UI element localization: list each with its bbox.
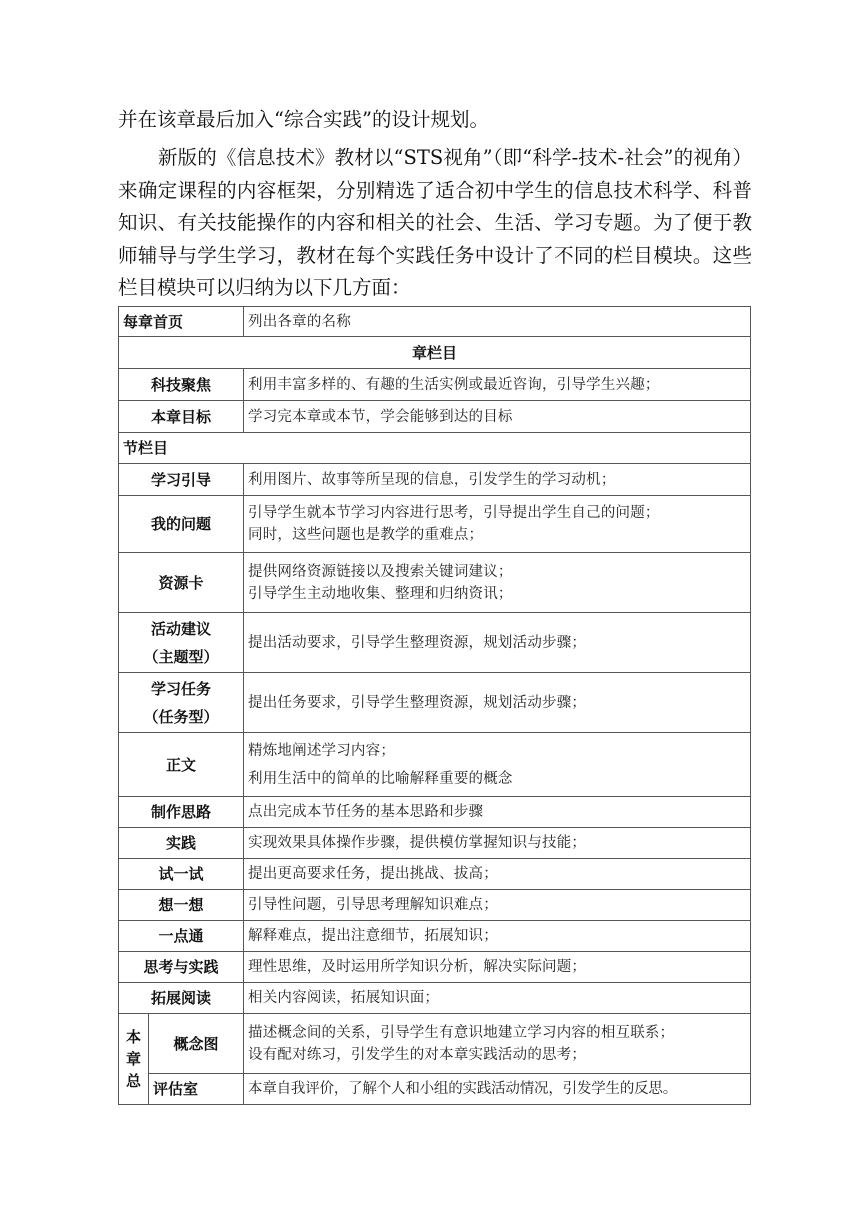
- row-label: 思考与实践: [119, 952, 244, 983]
- row-desc: 点出完成本节任务的基本思路和步骤: [244, 797, 751, 828]
- row-desc: 提出活动要求，引导学生整理资源，规划活动步骤；: [244, 613, 751, 673]
- row-label: 试一试: [119, 859, 244, 890]
- row-desc: 列出各章的名称: [244, 307, 751, 337]
- row-desc-line: 精炼地阐述学习内容；: [248, 742, 396, 759]
- table-row: [119, 859, 751, 890]
- row-label: 学习引导: [119, 464, 244, 496]
- intro-line: 并在该章最后加入“综合实践”的设计规划。: [118, 108, 489, 131]
- row-label: 概念图: [149, 1014, 244, 1074]
- row-desc: 提出任务要求，引导学生整理资源，规划活动步骤；: [244, 673, 751, 733]
- row-label-line: 活动建议: [151, 619, 212, 638]
- table-row: [119, 307, 751, 337]
- row-desc-line: 引导学生就本节学习内容进行思考，引导提出学生自己的问题；: [248, 505, 660, 521]
- table-row: [119, 952, 751, 983]
- row-label: 制作思路: [119, 797, 244, 828]
- row-desc: 本章自我评价，了解个人和小组的实践活动情况，引发学生的反思。: [244, 1074, 751, 1105]
- row-desc: [244, 496, 751, 553]
- row-label: 资源卡: [119, 553, 244, 613]
- section-header: 节栏目: [119, 433, 751, 464]
- column-module-table: [118, 306, 751, 1105]
- row-desc: 学习完本章或本节，学会能够到达的目标: [244, 401, 751, 433]
- row-label: 科技聚焦: [119, 369, 244, 401]
- row-desc: 实现效果具体操作步骤，提供模仿掌握知识与技能；: [244, 828, 751, 859]
- vertical-char: 章: [125, 1050, 141, 1068]
- row-desc-line: 引导学生主动地收集、整理和归纳资讯；: [248, 585, 513, 602]
- row-label: 我的问题: [119, 496, 244, 553]
- table-row: [119, 369, 751, 401]
- row-label: [119, 613, 244, 673]
- row-label: 评估室: [149, 1074, 244, 1105]
- row-label: [119, 673, 244, 733]
- table-row: [119, 496, 751, 553]
- row-label: 想一想: [119, 890, 244, 921]
- chapter-summary-label: [119, 1014, 149, 1105]
- row-desc: [244, 1014, 751, 1074]
- table-row: [119, 464, 751, 496]
- table-row: [119, 983, 751, 1014]
- row-label: 一点通: [119, 921, 244, 952]
- row-desc-line: 提供网络资源链接以及搜索关键词建议；: [248, 563, 513, 580]
- table-row: [119, 613, 751, 673]
- row-desc: 相关内容阅读，拓展知识面；: [244, 983, 751, 1014]
- row-desc: [244, 733, 751, 797]
- table-row: [119, 1074, 751, 1105]
- row-desc: 引导性问题，引导思考理解知识难点；: [244, 890, 751, 921]
- row-label-line: （主题型）: [143, 647, 219, 666]
- row-desc: 提出更高要求任务，提出挑战、拔高；: [244, 859, 751, 890]
- row-label: 拓展阅读: [119, 983, 244, 1014]
- table-row: [119, 797, 751, 828]
- row-desc-line: 同时，这些问题也是教学的重难点；: [248, 527, 484, 543]
- row-label: 实践: [119, 828, 244, 859]
- table-row: [119, 401, 751, 433]
- row-desc-line: 设有配对练习，引发学生的对本章实践活动的思考；: [248, 1046, 587, 1063]
- table-row: [119, 733, 751, 797]
- section-header-row: [119, 337, 751, 369]
- row-desc-line: 描述概念间的关系，引导学生有意识地建立学习内容的相互联系；: [248, 1024, 675, 1041]
- vertical-char: 本: [125, 1028, 141, 1046]
- section-header: 章栏目: [119, 337, 751, 369]
- table-row: [119, 921, 751, 952]
- table-row: [119, 1014, 751, 1074]
- table-row: [119, 553, 751, 613]
- row-label-line: （任务型）: [143, 707, 219, 726]
- row-label: 正文: [119, 733, 244, 797]
- row-label-line: 学习任务: [151, 679, 212, 698]
- row-desc-line: 利用生活中的简单的比喻解释重要的概念: [248, 770, 513, 787]
- table-row: [119, 673, 751, 733]
- row-desc: 利用图片、故事等所呈现的信息，引发学生的学习动机；: [244, 464, 751, 496]
- row-desc: 利用丰富多样的、有趣的生活实例或最近咨询，引导学生兴趣；: [244, 369, 751, 401]
- row-desc: [244, 553, 751, 613]
- table-row: [119, 890, 751, 921]
- row-desc: 解释难点，提出注意细节，拓展知识；: [244, 921, 751, 952]
- row-label: 本章目标: [119, 401, 244, 433]
- vertical-char: 总: [125, 1072, 141, 1090]
- intro-paragraph: 新版的《信息技术》教材以“STS视角”（即“科学-技术-社会”的视角）来确定课程的内容框架，分别精选了适合初中学生的信息技术科学、科普知识、有关技能操作的内容和相关的社会、生活、学习专题。为了便于教师辅导与学生学习，教材在每个实践任务中设计了不同的栏目模块。这些栏目模块可以归纳为以下几方面：: [118, 146, 752, 299]
- table-row: [119, 828, 751, 859]
- section-header-row: [119, 433, 751, 464]
- row-desc: 理性思维，及时运用所学知识分析，解决实际问题；: [244, 952, 751, 983]
- row-label: 每章首页: [119, 307, 244, 337]
